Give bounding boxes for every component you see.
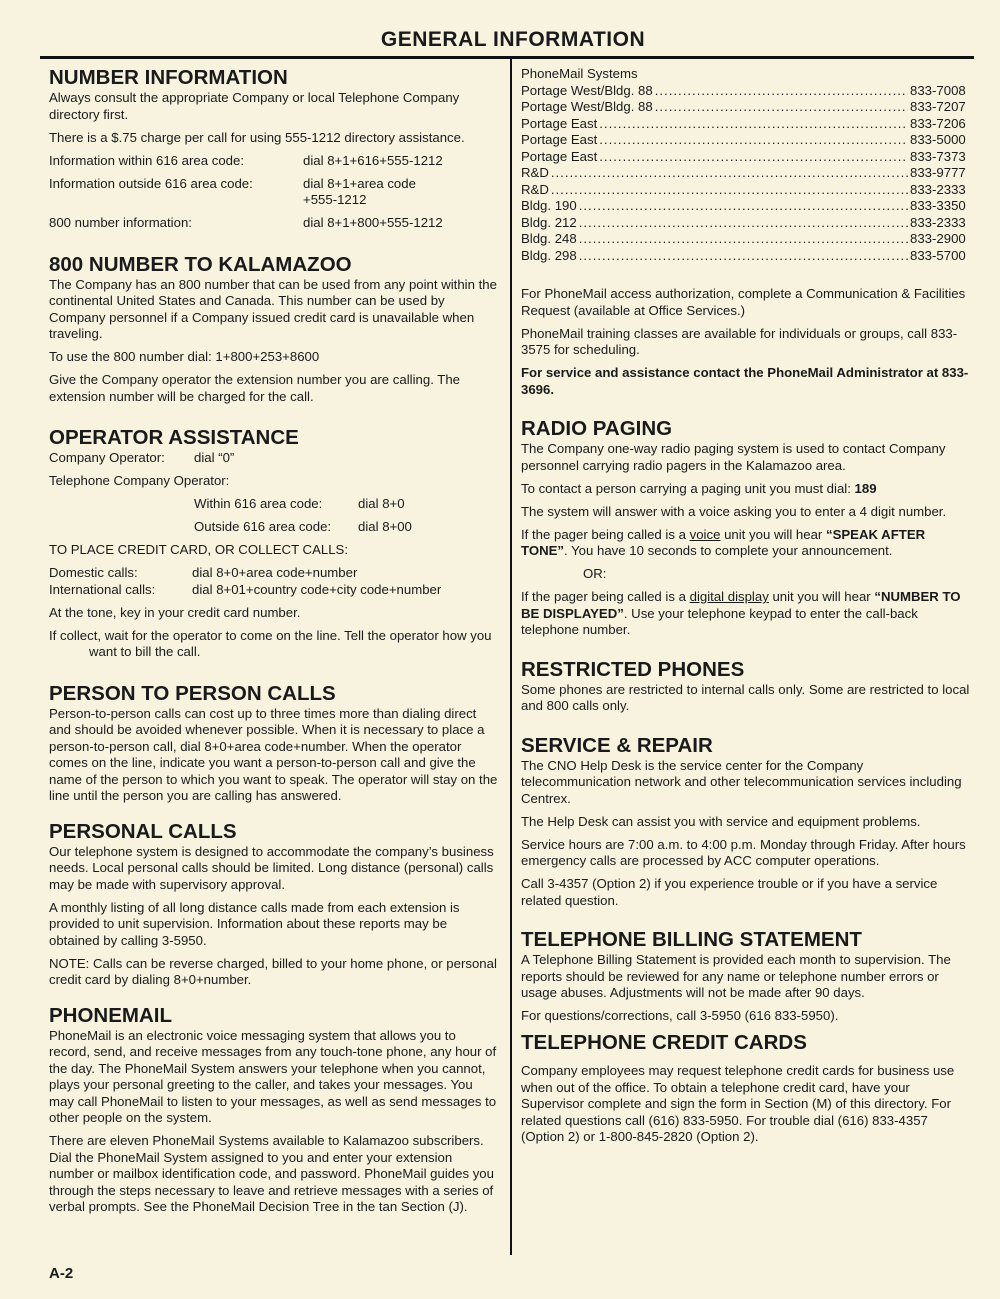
system-name: Portage East [521,115,598,131]
credit-cards-heading: TELEPHONE CREDIT CARDS [521,1031,807,1054]
phonemail-system-row [521,149,971,166]
system-name: Portage West/Bldg. 88 [521,99,653,114]
left-column [49,66,499,1222]
paragraph: There is a $.75 charge per call for using 555-1212 directory assistance. [49,129,465,145]
phonemail-system-row [521,116,971,133]
number-information-heading: NUMBER INFORMATION [49,66,288,89]
paragraph: There are eleven PhoneMail Systems available to Kalamazoo subscribers. Dial the PhoneMail System assigned to you and enter your extension number or mailbox identification code, and password. PhoneMail guides you through the steps necessary to leave and retrieve messages with a series of verbal prompts. See the PhoneMail Decision Tree in the tan Section (J). [49,1133,494,1214]
system-number: 833-2333 [910,214,966,230]
bold-text: “NUMBER TO BE DISPLAYED” [521,589,961,621]
system-number: 833-7206 [910,115,966,131]
paragraph: For questions/corrections, call 3-5950 (616 833-5950). [521,1008,839,1023]
phonemail-system-row [521,248,971,265]
phonemail-systems-rows [521,83,971,265]
dial-value: dial 8+1+area code +555-1212 [303,175,416,207]
billing-statement-section [521,928,971,1025]
system-number: 833-7008 [910,82,966,98]
phonemail-system-row [521,215,971,232]
page-title: GENERAL INFORMATION [380,28,646,51]
phonemail-system-row [521,99,971,116]
system-name: Bldg. 298 [521,247,577,263]
within-value: dial 8+0 [358,496,405,511]
text: If the pager being called is a [521,526,690,542]
system-number: 833-5000 [910,132,966,147]
paragraph: Our telephone system is designed to accommodate the company’s business needs. Local personal calls should be limited. Long distance (personal) calls may be made with supervisory approval. [49,843,494,892]
phonemail-system-row [521,182,971,199]
dot-leader [655,83,908,100]
company-operator-row [49,450,499,467]
phonemail-system-row [521,83,971,100]
dial-label: 800 number information: [49,215,192,230]
phonemail-service-note: For service and assistance contact the PhoneMail Administrator at 833-3696. [521,365,969,397]
radio-paging-section [521,417,971,639]
phonemail-system-row [521,165,971,182]
international-row [49,582,499,599]
paragraph: If collect, wait for the operator to come on the line. Tell the operator how you want to bill the call. [49,627,492,659]
outside-label: Outside 616 area code: [194,519,332,534]
dot-leader [551,182,908,199]
dial-label: Information outside 616 area code: [49,175,253,191]
page-number: A-2 [49,1265,74,1282]
system-number: 833-2900 [910,231,966,246]
system-name: Portage East [521,132,598,147]
paragraph: The Company one-way radio paging system is used to contact Company personnel carrying radio pagers in the Kalamazoo area. [521,441,946,473]
personal-calls-section [49,820,499,989]
system-name: R&D [521,165,549,180]
system-number: 833-5700 [910,247,966,263]
domestic-value: dial 8+0+area code+number [192,565,358,580]
domestic-label: Domestic calls: [49,565,138,580]
paragraph: Call 3-4357 (Option 2) if you experience trouble or if you have a service related question. [521,876,938,908]
credit-cards-section [521,1031,971,1146]
dot-leader [579,198,908,215]
company-operator-label: Company Operator: [49,450,165,465]
dot-leader [579,215,908,232]
number-information-section [49,66,499,232]
paragraph: The Company has an 800 number that can be used from any point within the continental United States and Canada. This number can be used by Company personnel if a Company issued credit card is unavailable when traveling. [49,276,497,341]
dial-row [49,153,499,170]
person-to-person-section [49,682,499,805]
phonemail-system-row [521,132,971,149]
phonemail-systems-list [521,66,971,264]
system-name: Bldg. 212 [521,214,577,230]
dot-leader [599,149,908,166]
system-name: Bldg. 248 [521,231,577,246]
paragraph: Give the Company operator the extension number you are calling. The extension number will be charged for the call. [49,372,461,404]
text: unit you will hear [720,526,826,542]
dot-leader [599,132,908,149]
paragraph [521,481,971,498]
or-separator: OR: [583,566,607,581]
dial-value: dial 8+1+616+555-1212 [303,152,443,168]
text: To contact a person carrying a paging unit you must dial: [521,480,855,496]
credit-collect-heading: TO PLACE CREDIT CARD, OR COLLECT CALLS: [49,542,348,557]
header-rule [40,56,974,59]
paragraph: Company employees may request telephone credit cards for business use when out of the office. To obtain a telephone credit card, have your Supervisor complete and sign the form in Section (M) of this directory. For related questions call (616) 833-5950. For trouble dial (616) 833-4357 (Option 2) or 1-800-845-2820 (Option 2). [521,1063,955,1144]
dial-label: Information within 616 area code: [49,152,244,168]
dot-leader [655,99,908,116]
text: If the pager being called is a [521,589,690,604]
phonemail-section [49,1004,499,1216]
service-repair-heading: SERVICE & REPAIR [521,733,713,757]
dot-leader [551,165,908,182]
bold-text: “SPEAK AFTER TONE” [521,526,926,558]
operator-assistance-section [49,426,499,661]
text: unit you will hear [768,589,875,604]
paragraph: The CNO Help Desk is the service center for the Company telecommunication network and other telecommunication services including Centrex. [521,757,962,806]
paragraph: The Help Desk can assist you with service and equipment problems. [521,813,921,829]
paragraph: The system will answer with a voice asking you to enter a 4 digit number. [521,503,947,519]
system-name: Portage East [521,148,598,164]
dial-row [49,176,499,209]
system-number: 833-7373 [910,148,966,164]
restricted-phones-heading: RESTRICTED PHONES [521,657,745,681]
restricted-phones-section [521,658,971,715]
dial-row [49,215,499,232]
person-to-person-heading: PERSON TO PERSON CALLS [49,681,336,705]
paragraph: At the tone, key in your credit card number. [49,604,301,620]
system-name: R&D [521,181,549,197]
system-number: 833-3350 [910,198,966,213]
paragraph: PhoneMail is an electronic voice messaging system that allows you to record, send, and receive messages from any touch-tone phone, any hour of the day. The PhoneMail System answers your telephone when you cannot, plays your personal greeting to the caller, and takes your messages. You may call PhoneMail to listen to your messages, as well as send messages to other people on the system. [49,1027,497,1125]
international-value: dial 8+01+country code+city code+number [192,581,442,597]
paragraph [521,589,971,639]
paragraph: A Telephone Billing Statement is provided each month to supervision. The reports should be reviewed for any name or telephone number errors or usage abuses. Adjustments will not be made after 90 days. [521,952,951,1000]
paging-number: 189 [854,480,877,496]
phonemail-system-row [521,231,971,248]
right-column [521,66,971,1152]
system-number: 833-2333 [910,181,966,197]
system-number: 833-7207 [910,99,966,114]
phonemail-heading: PHONEMAIL [49,1003,172,1027]
kalamazoo-section [49,253,499,406]
paragraph: Person-to-person calls can cost up to three times more than dialing direct and should be avoided whenever possible. When it is necessary to place a person-to-person call, dial 8+0+area code+number. When the operator comes on the line, indicate you want a person-to-person call and give the name of the person to which you want to speak. The operator will stay on the line until the person you are calling has answered. [49,705,498,803]
telco-operator-label: Telephone Company Operator: [49,473,230,488]
within-label: Within 616 area code: [194,496,323,511]
paragraph: Service hours are 7:00 a.m. to 4:00 p.m. Monday through Friday. After hours emergency calls are processed by ACC computer operations. [521,836,966,868]
dot-leader [599,116,908,133]
phonemail-system-row [521,198,971,215]
paragraph: Some phones are restricted to internal calls only. Some are restricted to local and 800 calls only. [521,681,970,713]
dial-value: dial 8+1+800+555-1212 [303,215,443,230]
outside-value: dial 8+00 [358,519,412,534]
radio-paging-heading: RADIO PAGING [521,417,673,440]
paragraph: For PhoneMail access authorization, complete a Communication & Facilities Request (available at Office Services.) [521,286,966,318]
dot-leader [579,248,908,265]
underlined-text: voice [689,526,721,542]
kalamazoo-heading: 800 NUMBER TO KALAMAZOO [49,252,352,276]
text: . Use your telephone keypad to enter the call-back telephone number. [521,605,918,637]
paragraph: PhoneMail training classes are available for individuals or groups, call 833-3575 for scheduling. [521,325,958,357]
operator-assistance-heading: OPERATOR ASSISTANCE [49,426,299,449]
dot-leader [579,231,908,248]
within-row [49,496,499,513]
text: . You have 10 seconds to complete your announcement. [564,543,893,558]
outside-row [49,519,499,536]
system-name: Bldg. 190 [521,198,577,213]
paragraph [521,527,971,560]
international-label: International calls: [49,581,156,597]
personal-calls-heading: PERSONAL CALLS [49,819,237,843]
system-number: 833-9777 [910,165,966,180]
domestic-row [49,565,499,582]
column-divider [510,58,512,1255]
underlined-text: digital display [689,589,769,604]
service-repair-section [521,734,971,910]
paragraph: Always consult the appropriate Company or local Telephone Company directory first. [49,90,460,122]
paragraph: A monthly listing of all long distance calls made from each extension is provided to unit supervision. Information about these reports may be obtained by calling 3-5950. [49,899,460,948]
paragraph: NOTE: Calls can be reverse charged, billed to your home phone, or personal credit card by dialing 8+0+number. [49,955,497,987]
phonemail-systems-title: PhoneMail Systems [521,66,638,81]
system-name: Portage West/Bldg. 88 [521,82,653,98]
billing-statement-heading: TELEPHONE BILLING STATEMENT [521,928,862,951]
paragraph: To use the 800 number dial: 1+800+253+8600 [49,349,320,364]
company-operator-value: dial “0” [194,450,235,465]
